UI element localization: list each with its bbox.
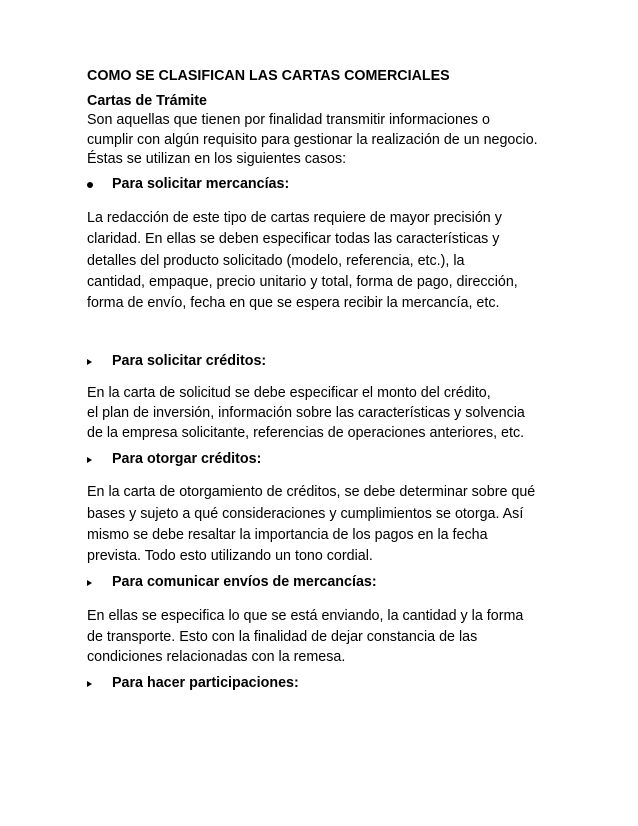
paragraph-line: mismo se debe resaltar la importancia de los pagos en la fecha xyxy=(87,526,488,543)
bullet-heading-text: Para otorgar créditos: xyxy=(112,451,262,468)
bullet-heading-text: Para solicitar créditos: xyxy=(112,353,267,370)
paragraph-line: el plan de inversión, información sobre las características y solvencia xyxy=(87,405,525,422)
section-paragraph xyxy=(87,384,567,443)
paragraph-line: detalles del producto solicitado (modelo, referencia, etc.), la xyxy=(87,252,465,269)
paragraph-line: En la carta de solicitud se debe especificar el monto del crédito, xyxy=(87,385,491,402)
paragraph-line: La redacción de este tipo de cartas requiere de mayor precisión y xyxy=(87,209,502,226)
bullet-heading-comunicar-envios xyxy=(87,573,567,593)
paragraph-line: cantidad, empaque, precio unitario y total, forma de pago, dirección, xyxy=(87,273,518,290)
paragraph-line: de transporte. Esto con la finalidad de dejar constancia de las xyxy=(87,628,478,645)
section-paragraph xyxy=(87,606,567,668)
bullet-arrow-icon xyxy=(87,457,92,463)
bullet-heading-otorgar-creditos xyxy=(87,450,567,470)
bullet-heading-text: Para hacer participaciones: xyxy=(112,674,299,691)
paragraph-line: cumplir con algún requisito para gestionar la realización de un negocio. xyxy=(87,131,538,148)
paragraph-line: claridad. En ellas se deben especificar todas las características y xyxy=(87,231,500,248)
bullet-heading-solicitar-creditos xyxy=(87,352,567,372)
intro-paragraph xyxy=(87,111,567,170)
section-paragraph xyxy=(87,208,567,314)
bullet-arrow-icon xyxy=(87,359,92,365)
bullet-heading-text: Para comunicar envíos de mercancías: xyxy=(112,574,377,591)
section-paragraph xyxy=(87,482,567,567)
document-body xyxy=(87,67,567,694)
paragraph-line: condiciones relacionadas con la remesa. xyxy=(87,649,346,666)
paragraph-line: de la empresa solicitante, referencias de operaciones anteriores, etc. xyxy=(87,424,525,441)
paragraph-line: Éstas se utilizan en los siguientes casos: xyxy=(87,151,347,168)
bullet-heading-solicitar-mercancias xyxy=(87,175,567,195)
bullet-heading-hacer-participaciones xyxy=(87,674,567,694)
paragraph-line: Son aquellas que tienen por finalidad transmitir informaciones o xyxy=(87,112,490,129)
paragraph-line: forma de envío, fecha en que se espera recibir la mercancía, etc. xyxy=(87,295,500,312)
bullet-heading-text: Para solicitar mercancías: xyxy=(112,175,290,192)
paragraph-line: En la carta de otorgamiento de créditos, se debe determinar sobre qué xyxy=(87,484,536,501)
section-subtitle: Cartas de Trámite xyxy=(87,92,207,109)
document-title: COMO SE CLASIFICAN LAS CARTAS COMERCIALES xyxy=(87,68,450,84)
bullet-arrow-icon xyxy=(87,681,92,687)
bullet-arrow-icon xyxy=(87,580,92,586)
bullet-dot-icon xyxy=(87,182,93,188)
paragraph-line: En ellas se especifica lo que se está enviando, la cantidad y la forma xyxy=(87,608,524,625)
paragraph-line: bases y sujeto a qué consideraciones y cumplimientos se otorga. Así xyxy=(87,505,524,522)
paragraph-line: prevista. Todo esto utilizando un tono cordial. xyxy=(87,548,373,565)
